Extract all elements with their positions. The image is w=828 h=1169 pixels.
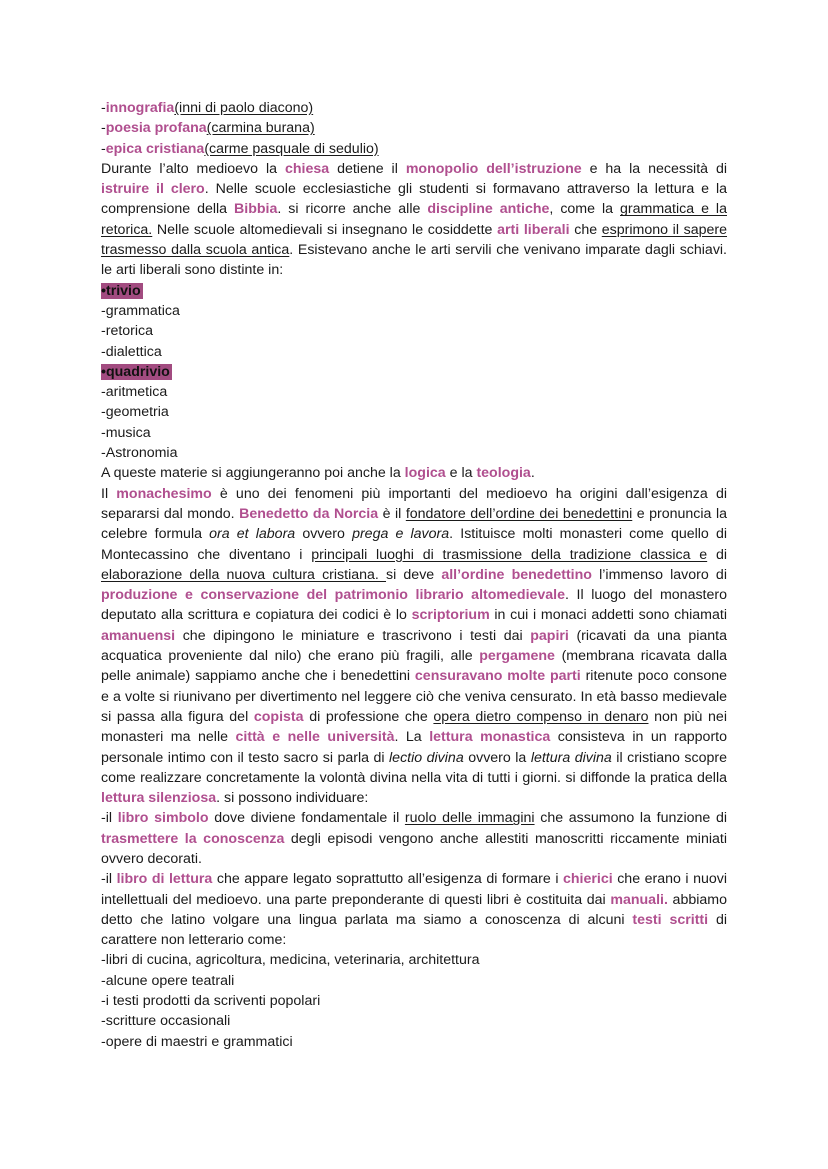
list-item: -alcune opere teatrali	[101, 972, 235, 989]
text-run: si deve	[386, 566, 442, 583]
text-run: -il	[101, 810, 118, 827]
keyword: Bibbia	[234, 201, 278, 218]
text-run: ovvero la	[463, 749, 531, 766]
text-run: di professione che	[303, 708, 434, 725]
keyword: arti liberali	[497, 221, 570, 238]
text-run: . si ricorre anche alle	[277, 201, 428, 218]
text-run: -	[101, 140, 106, 157]
italic-text: lectio divina	[389, 749, 464, 766]
text-run: Il	[101, 485, 117, 502]
list-item: -geometria	[101, 404, 169, 421]
text-run: abbiamo detto che latino volgare una lingua parlata ma siamo a conoscenza di alcuni	[101, 891, 727, 928]
underlined-text: (carme pasquale di sedulio)	[204, 140, 379, 157]
italic-text: ora et labora	[209, 526, 296, 543]
keyword: produzione e conservazione del patrimonio librario altomedievale	[101, 587, 566, 604]
list-item	[101, 98, 727, 118]
text-run: e la	[445, 465, 477, 482]
text-run: il cristiano scopre come realizzare concretamente la volontà divina nella vita di tutti i giorni. si diffonde la pratica della	[101, 749, 727, 786]
list-item	[101, 118, 727, 138]
keyword: discipline antiche	[427, 201, 550, 218]
text-run: di	[707, 546, 728, 563]
text-run: , come la	[549, 201, 620, 218]
text-run: . si possono individuare:	[216, 790, 369, 807]
italic-text: lettura divina	[530, 749, 612, 766]
list-item: -retorica	[101, 323, 154, 340]
underlined-text: elaborazione della nuova cultura cristiana.	[101, 566, 387, 583]
text-run: A queste materie si aggiungeranno poi anche la	[101, 465, 405, 482]
text-run: -	[101, 100, 106, 116]
text-run: -il	[101, 871, 117, 888]
text-run: in cui i monaci addetti sono chiamati	[489, 607, 727, 624]
paragraph-libro-simbolo	[101, 808, 727, 869]
keyword: lettura silenziosa	[101, 790, 217, 807]
text-run: . La	[394, 729, 430, 746]
underlined-text: esprimono il sapere trasmesso dalla scuola antica	[101, 221, 728, 259]
underlined-text: principali luoghi di trasmissione della tradizione classica e	[311, 546, 708, 563]
keyword: libro di lettura	[116, 871, 213, 888]
text-run: (ricavati da una pianta acquatica proveniente dal nilo) che erano più fragili, alle	[101, 627, 727, 665]
text-run: (membrana ricavata dalla pelle animale) sappiamo anche che i benedettini	[101, 648, 728, 685]
keyword: Benedetto da Norcia	[239, 505, 379, 522]
keyword: chiesa	[284, 160, 330, 177]
text-run: che dipingono le miniature e trascrivono i testi dai	[175, 627, 531, 644]
text-run: che erano i nuovi intellettuali del medioevo. una parte preponderante di questi libri è costituita dai	[101, 871, 728, 908]
list-item	[101, 139, 727, 159]
underlined-text: fondatore dell’ordine dei benedettini	[405, 505, 633, 522]
paragraph-monachesimo	[101, 484, 727, 809]
keyword: teologia	[476, 465, 531, 482]
trivio-heading	[101, 281, 727, 301]
text-run: -	[101, 120, 106, 137]
underlined-text: (carmina burana)	[206, 120, 315, 137]
keyword: epica cristiana	[105, 140, 205, 157]
text-run: consisteva in un rapporto personale intimo con il testo sacro si parla di	[101, 729, 727, 766]
keyword: testi scritti	[632, 911, 709, 928]
list-item: -scritture occasionali	[101, 1013, 231, 1030]
keyword: logica	[404, 465, 446, 482]
text-run: dove diviene fondamentale il	[208, 810, 405, 827]
text-run: è uno dei fenomeni più importanti del medioevo ha origini dall’esigenza di separarsi dal mondo.	[101, 485, 727, 522]
text-run: . Istituisce molti monasteri come quello di Montecassino che diventano i	[101, 526, 727, 563]
text-run: di carattere non letterario come:	[101, 911, 728, 949]
keyword: città e nelle università	[235, 729, 395, 746]
text-run: •trivio	[101, 282, 141, 299]
text-run: è il	[378, 505, 406, 522]
keyword: poesia profana	[105, 120, 207, 137]
text-run: e ha la necessità di	[581, 160, 728, 177]
text-run: •quadrivio	[101, 363, 170, 380]
list-item: -opere di maestri e grammatici	[101, 1033, 293, 1050]
text-run: Durante l’alto medioevo la	[101, 160, 285, 177]
list-item: -aritmetica	[101, 384, 168, 401]
list-item: -musica	[101, 424, 151, 441]
document-page	[101, 98, 727, 1052]
keyword: censuravano molte parti	[414, 668, 581, 685]
underlined-text: ruolo delle immagini	[404, 810, 535, 827]
text-run: ovvero	[295, 526, 353, 543]
text-run: . Il luogo del monastero deputato alla scrittura e copiatura dei codici è lo	[101, 587, 728, 624]
keyword: innografia	[105, 100, 175, 116]
list-item: -Astronomia	[101, 445, 178, 462]
keyword: lettura monastica	[429, 729, 551, 746]
keyword: monopolio dell’istruzione	[405, 160, 582, 177]
underlined-text: opera dietro compenso in denaro	[433, 708, 649, 725]
keyword: all’ordine benedettino	[441, 566, 592, 583]
text-run: detiene il	[329, 160, 406, 177]
keyword: pergamene	[479, 648, 555, 665]
keyword: copista	[253, 708, 304, 725]
keyword: amanuensi	[101, 627, 176, 644]
italic-text: prega e lavora	[352, 526, 450, 543]
keyword: manuali.	[610, 891, 668, 908]
text-run: che	[569, 221, 602, 238]
keyword: scriptorium	[411, 607, 490, 624]
list-item: -libri di cucina, agricoltura, medicina, veterinaria, architettura	[101, 952, 480, 969]
paragraph-additions	[101, 463, 727, 483]
text-run: l’immenso lavoro di	[591, 566, 727, 583]
keyword: monachesimo	[116, 485, 212, 502]
list-item: -dialettica	[101, 343, 162, 360]
text-run: Nelle scuole altomedievali si insegnano le cosiddette	[152, 221, 498, 238]
text-run: ritenute poco consone e a volte si riunivano per divertimento nel leggere ciò che veniva censurato. In età basso medievale si passa alla figura del	[101, 668, 727, 725]
underlined-text: grammatica e la retorica.	[101, 201, 727, 238]
text-run: . Esistevano anche le arti servili che venivano imparate dagli schiavi. le arti liberali sono distinte in:	[101, 242, 728, 279]
keyword: istruire il clero	[101, 181, 205, 198]
keyword: libro simbolo	[117, 810, 209, 827]
keyword: chierici	[563, 871, 613, 888]
quadrivio-heading	[101, 362, 727, 382]
list-item: -grammatica	[101, 302, 180, 319]
keyword: papiri	[530, 627, 569, 644]
underlined-text: (inni di paolo diacono)	[174, 100, 314, 116]
text-run: .	[530, 465, 535, 482]
keyword: trasmettere la conoscenza	[101, 830, 285, 847]
text-run: non più nei monasteri ma nelle	[101, 708, 727, 746]
text-run: che appare legato soprattutto all’esigenza di formare i	[212, 871, 563, 888]
list-item: -i testi prodotti da scriventi popolari	[101, 993, 321, 1010]
text-run: e pronuncia la celebre formula	[101, 505, 727, 543]
paragraph-education	[101, 159, 727, 281]
text-run: . Nelle scuole ecclesiastiche gli studenti si formavano attraverso la lettura e la comprensione della	[101, 181, 727, 218]
text-run: che assumono la funzione di	[534, 810, 727, 827]
paragraph-libro-lettura	[101, 869, 727, 950]
text-run: degli episodi vengono anche allestiti manoscritti riccamente miniati ovvero decorati.	[101, 830, 727, 867]
